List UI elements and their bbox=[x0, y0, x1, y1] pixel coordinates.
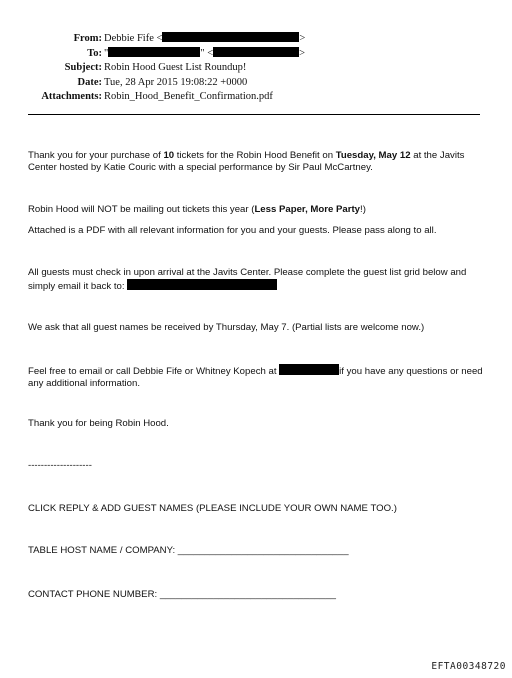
purchase-paragraph: Thank you for your purchase of 10 tickets for the Robin Hood Benefit on Tuesday, May 12 at the Javits Center hosted by Katie Couric with a special performance by Sir Paul McCartney. bbox=[28, 150, 465, 173]
table-host-line: TABLE HOST NAME / COMPANY: ________________________________ bbox=[28, 545, 349, 556]
redaction bbox=[127, 279, 277, 290]
thanks-paragraph: Thank you for being Robin Hood. bbox=[28, 418, 169, 429]
header-divider bbox=[28, 114, 480, 115]
checkin-paragraph: All guests must check in upon arrival at the Javits Center. Please complete the guest list grid below and simply email it back to: bbox=[28, 267, 467, 292]
from-label: From: bbox=[73, 33, 102, 44]
subject-value: Robin Hood Guest List Roundup! bbox=[104, 62, 247, 74]
attachment-paragraph: Attached is a PDF with all relevant information for you and your guests. Please pass along to all. bbox=[28, 225, 437, 236]
contact-paragraph: Feel free to email or call Debbie Fife or Whitney Kopech at if you have any questions or need any additional information. bbox=[28, 366, 483, 389]
subject-row bbox=[0, 61, 512, 76]
attachments-value: Robin_Hood_Benefit_Confirmation.pdf bbox=[104, 91, 273, 103]
deadline-paragraph: We ask that all guest names be received by Thursday, May 7. (Partial lists are welcome now.) bbox=[28, 322, 425, 333]
to-label: To: bbox=[87, 47, 102, 59]
redaction bbox=[279, 364, 339, 375]
attachments-label: Attachments: bbox=[41, 91, 102, 103]
tickets-paragraph: Robin Hood will NOT be mailing out tickets this year (Less Paper, More Party!) bbox=[28, 204, 366, 215]
subject-label: Subject: bbox=[64, 62, 102, 74]
to-value: " " < > bbox=[104, 47, 306, 59]
from-value: Debbie Fife < > bbox=[104, 33, 306, 44]
email-header bbox=[0, 32, 512, 105]
redaction bbox=[213, 47, 299, 57]
date-value: Tue, 28 Apr 2015 19:08:22 +0000 bbox=[104, 76, 248, 88]
date-row bbox=[0, 76, 512, 91]
bates-number: EFTA00348720 bbox=[431, 661, 506, 672]
to-row bbox=[0, 47, 512, 62]
date-label: Date: bbox=[77, 76, 102, 88]
dash-divider: -------------------- bbox=[28, 460, 92, 471]
redaction bbox=[162, 32, 299, 42]
contact-phone-line: CONTACT PHONE NUMBER: _________________________________ bbox=[28, 589, 336, 600]
from-row bbox=[0, 32, 512, 47]
redaction bbox=[108, 47, 200, 57]
attachments-row bbox=[0, 90, 512, 105]
reply-instruction: CLICK REPLY & ADD GUEST NAMES (PLEASE INCLUDE YOUR OWN NAME TOO.) bbox=[28, 503, 397, 514]
